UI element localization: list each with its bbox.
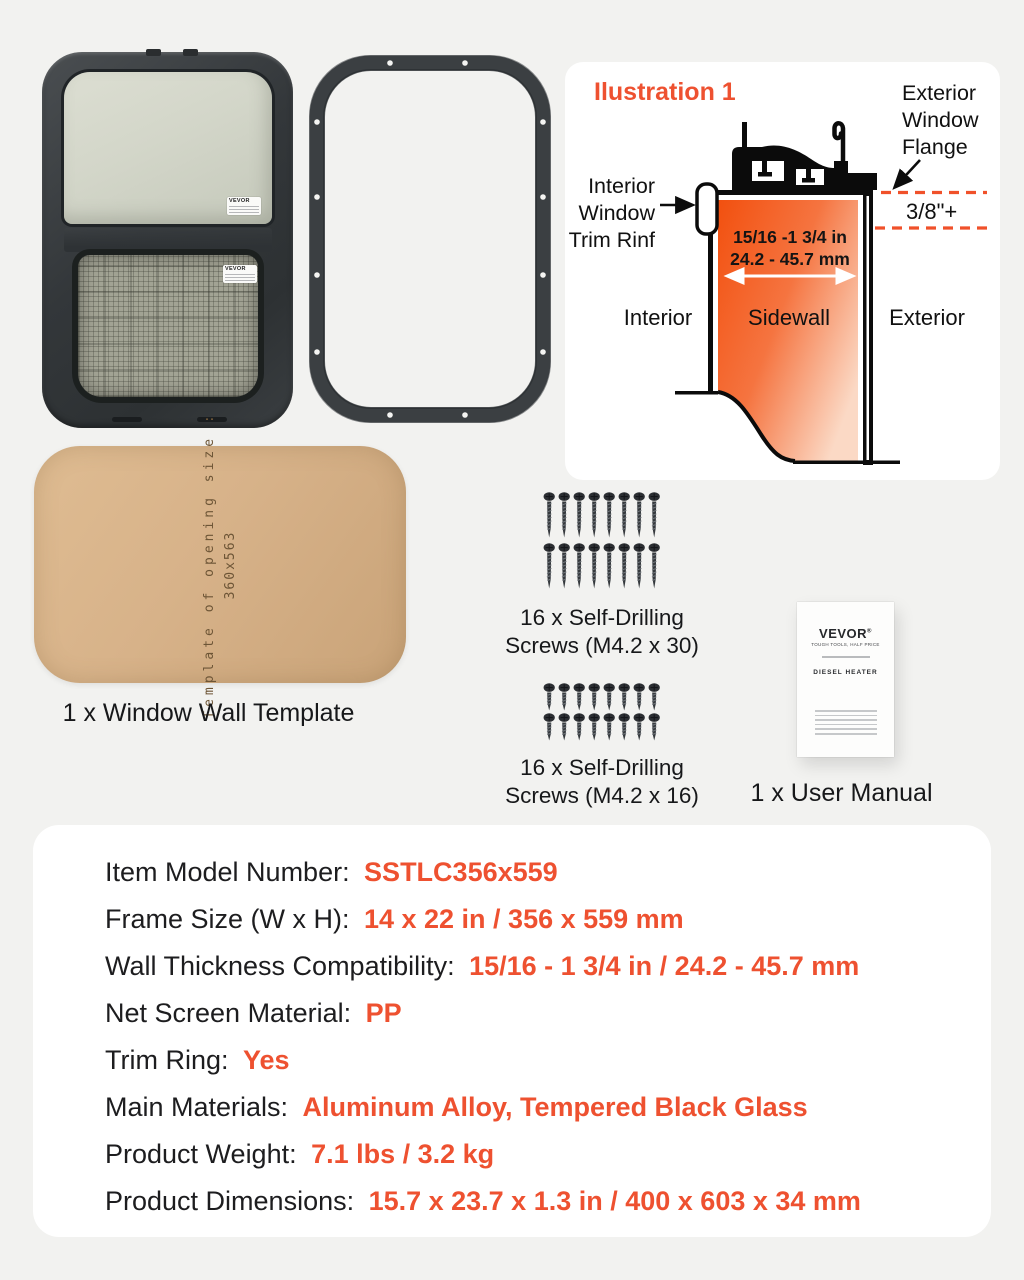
spec-value: 14 x 22 in / 356 x 559 mm: [363, 904, 684, 934]
manual-caption: 1 x User Manual: [750, 779, 933, 807]
spec-row: [105, 849, 961, 896]
sticker-brand-text: VEVOR: [225, 266, 246, 272]
installation-illustration-card: [565, 62, 1000, 480]
trim-ring-product-photo: [308, 55, 552, 423]
spec-label: Item Model Number:: [105, 857, 350, 887]
installation-diagram: [565, 62, 1000, 480]
spec-value: Aluminum Alloy, Tempered Black Glass: [302, 1092, 808, 1122]
trim-ring-screw-holes: [314, 60, 546, 418]
trim-ring-cross-section: [697, 184, 717, 234]
svg-text:15/16 -1 3/4 in: 15/16 -1 3/4 in: [733, 227, 847, 247]
manual-support-line: [822, 656, 870, 658]
long-screws-photo: [541, 492, 663, 591]
user-manual-booklet: [797, 602, 894, 757]
spec-row: [105, 1037, 961, 1084]
frame-drain-slot: [112, 417, 142, 422]
frame-top-tab: [146, 49, 161, 56]
flange-depth-dimension: [875, 193, 987, 229]
spec-row: [105, 990, 961, 1037]
spec-row: [105, 896, 961, 943]
sticker-text-lines: [229, 205, 259, 213]
window-frame: [42, 52, 293, 428]
spec-label: Net Screen Material:: [105, 998, 352, 1028]
sticker-brand-text: VEVOR: [229, 198, 250, 204]
interior-trim-label: [569, 174, 656, 252]
svg-text:Trim Rinf: Trim Rinf: [568, 228, 655, 252]
rv-window-product-photo: [42, 52, 293, 428]
manual-paragraph-lines: [797, 710, 894, 735]
svg-text:Window: Window: [902, 108, 979, 132]
window-divider-bar: [64, 228, 272, 252]
spec-label: Wall Thickness Compatibility:: [105, 951, 455, 981]
spec-value: 7.1 lbs / 3.2 kg: [311, 1139, 495, 1169]
spec-label: Frame Size (W x H):: [105, 904, 350, 934]
template-caption: 1 x Window Wall Template: [62, 699, 355, 727]
svg-text:Interior: Interior: [588, 174, 655, 198]
manual-doc-title: DIESEL HEATER: [813, 669, 878, 676]
spec-label: Main Materials:: [105, 1092, 289, 1122]
spec-value: PP: [365, 998, 402, 1028]
registered-mark: ®: [867, 628, 872, 635]
exterior-flange-label: [902, 81, 979, 159]
template-printed-text: Template of opening size : 360x563: [202, 410, 238, 719]
spec-row: [105, 943, 961, 990]
window-glass-pane: [64, 72, 272, 224]
spec-row: [105, 1084, 961, 1131]
svg-text:Flange: Flange: [902, 135, 968, 159]
spec-row: [105, 1178, 961, 1225]
product-spec-card: [33, 825, 991, 1237]
manual-tagline: TOUGH TOOLS, HALF PRICE: [811, 642, 880, 647]
spec-label: Product Weight:: [105, 1139, 297, 1169]
svg-text:24.2 - 45.7 mm: 24.2 - 45.7 mm: [730, 249, 850, 269]
zone-labels: [624, 305, 965, 330]
spec-label: Product Dimensions:: [105, 1186, 355, 1216]
svg-text:3/8"+: 3/8"+: [906, 199, 958, 224]
sticker-text-lines: [225, 273, 255, 281]
spec-row: [105, 1131, 961, 1178]
svg-text:Exterior: Exterior: [902, 81, 977, 105]
spec-value: SSTLC356x559: [364, 857, 558, 887]
spec-value: 15.7 x 23.7 x 1.3 in / 400 x 603 x 34 mm: [368, 1186, 861, 1216]
spec-value: 15/16 - 1 3/4 in / 24.2 - 45.7 mm: [469, 951, 860, 981]
window-mesh-screen: [78, 255, 258, 397]
long-screws-caption: 16 x Self-Drilling Screws (M4.2 x 30): [505, 605, 699, 658]
flange-pointer-arrow: [895, 160, 920, 187]
svg-text:Interior: Interior: [623, 305, 693, 330]
svg-text:Exterior: Exterior: [889, 305, 965, 330]
illustration-title: Ilustration 1: [594, 78, 736, 106]
manual-brand-logo: VEVOR®: [819, 626, 872, 641]
spec-label: Trim Ring:: [105, 1045, 229, 1075]
vevor-sticker: [223, 265, 257, 283]
svg-text:Sidewall: Sidewall: [748, 305, 830, 330]
short-screws-caption: 16 x Self-Drilling Screws (M4.2 x 16): [505, 755, 699, 808]
spec-value: Yes: [242, 1045, 290, 1075]
short-screws-photo: [541, 683, 663, 741]
frame-top-tab: [183, 49, 198, 56]
svg-text:Window: Window: [578, 201, 655, 225]
vevor-sticker: [227, 197, 261, 215]
